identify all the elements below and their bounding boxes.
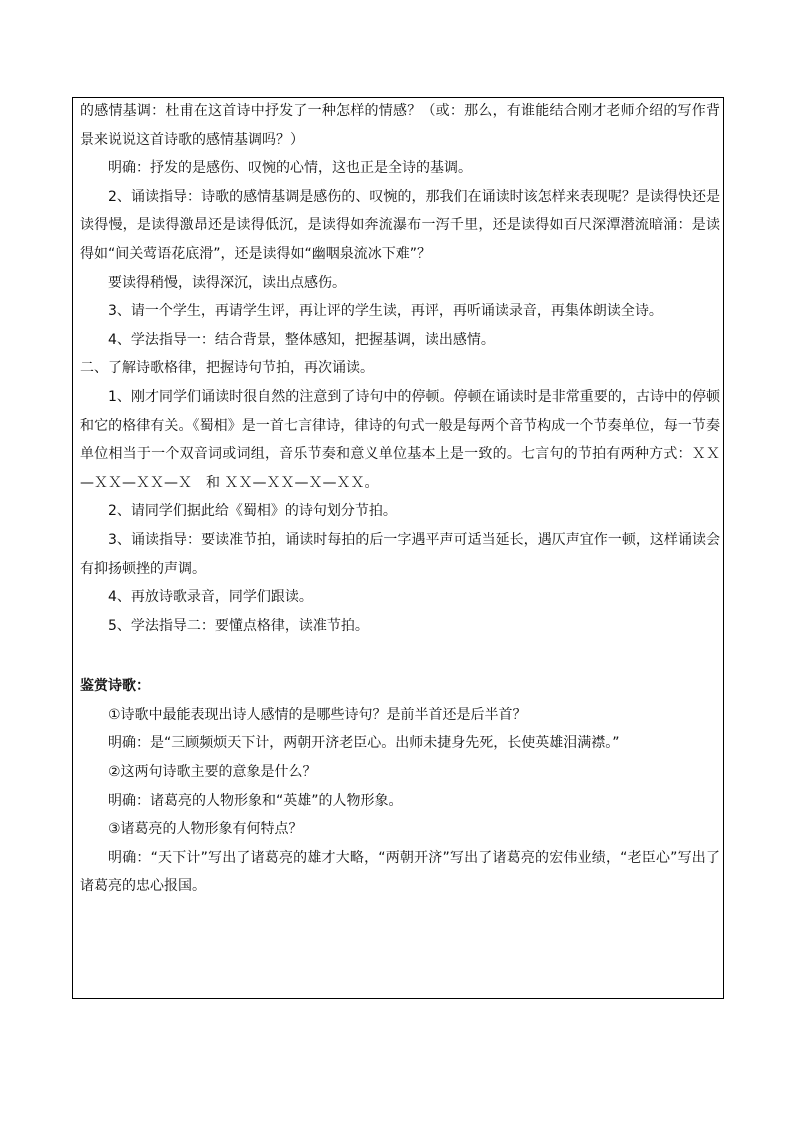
paragraph-method-two: 5、学法指导二：要懂点格律，读准节拍。 [108, 617, 369, 634]
spacer [80, 640, 720, 672]
question-three: ③诸葛亮的人物形象有何特点？ [108, 821, 303, 838]
paragraph-rhythm-explanation: 1、刚才同学们诵读时很自然的注意到了诗句中的停顿。停顿在诵读时是非常重要的，古诗中的停顿和它的格律有关。《蜀相》是一首七言律诗，律诗的句式一般是每两个音节构成一个节奏单位，每一节奏单位相当于一个双音词或词组，音乐节奏和意义单位基本上是一致的。七言句的节拍有两种方式：ＸＸ—ＸＸ—ＸＸ—Ｘ 和 ＸＸ—ＸＸ—Ｘ—ＸＸ。 [80, 388, 720, 491]
paragraph-emotion-question: 的感情基调：杜甫在这首诗中抒发了一种怎样的情感？（或：那么，有谁能结合刚才老师介绍的写作背景来说说这首诗歌的感情基调吗？） [80, 103, 720, 148]
paragraph-reading-method: 要读得稍慢，读得深沉，读出点感伤。 [108, 274, 346, 291]
paragraph-replay-recording: 4、再放诗歌录音，同学们跟读。 [108, 589, 313, 606]
answer-two: 明确：诸葛亮的人物形象和“英雄”的人物形象。 [108, 792, 403, 809]
paragraph-answer-tone: 明确：抒发的是感伤、叹惋的心情，这也正是全诗的基调。 [108, 160, 472, 177]
question-one: ①诗歌中最能表现出诗人感情的是哪些诗句？是前半首还是后半首？ [108, 706, 527, 723]
question-two: ②这两句诗歌主要的意象是什么？ [108, 764, 317, 781]
document-body [80, 97, 720, 901]
answer-three: 明确：“天下计”写出了诸葛亮的雄才大略，“两朝开济”写出了诸葛亮的宏伟业绩，“老臣心”写出了诸葛亮的忠心报国。 [80, 849, 720, 895]
section-heading-appreciation: 鉴赏诗歌： [80, 678, 150, 695]
section-heading-meter: 二、了解诗歌格律，把握诗句节拍，再次诵读。 [80, 360, 374, 377]
paragraph-beat-guide: 3、诵读指导：要读准节拍，诵读时每拍的后一字遇平声可适当延长，遇仄声宜作一顿，这样诵读会有抑扬顿挫的声调。 [80, 531, 720, 577]
paragraph-reading-guide: 2、诵读指导：诗歌的感情基调是感伤的、叹惋的，那我们在诵读时该怎样来表现呢？是读得快还是读得慢，是读得激昂还是读得低沉，是读得如奔流瀑布一泻千里，还是读得如百尺深潭潜流暗涌：是读得如“间关莺语花底滑”，还是读得如“幽咽泉流冰下难”？ [80, 188, 720, 262]
paragraph-divide-beats: 2、请同学们据此给《蜀相》的诗句划分节拍。 [108, 503, 397, 520]
paragraph-method-one: 4、学法指导一：结合背景，整体感知，把握基调，读出感情。 [108, 331, 495, 348]
answer-one: 明确：是“三顾频烦天下计，两朝开济老臣心。出师未捷身先死，长使英雄泪满襟。” [108, 735, 620, 752]
paragraph-student-reading: 3、请一个学生，再请学生评，再让评的学生读，再评，再听诵读录音，再集体朗读全诗。 [108, 303, 663, 320]
